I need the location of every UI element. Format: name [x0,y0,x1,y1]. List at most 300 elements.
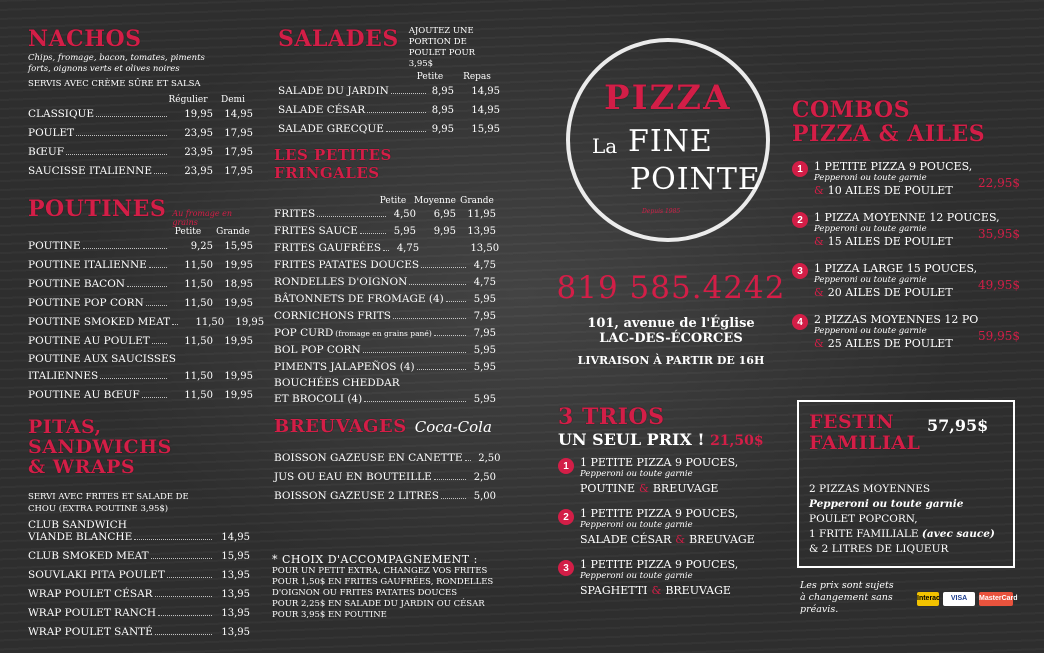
item-name: SOUVLAKI PITA POULET [28,569,165,581]
accompagnement-line: POUR 1,50$ EN FRITES GAUFRÉES, RONDELLES [272,577,494,587]
item-price: 7,95 [473,328,496,339]
combo-price: 59,95$ [978,329,1020,343]
fringales-section [274,146,500,408]
nachos-served: SERVIS AVEC CRÈME SÛRE ET SALSA [28,79,201,89]
item-price: 5,95 [473,362,496,373]
menu-row [28,528,250,547]
combo-ailes: 10 AILES DE POULET [827,184,953,197]
leader-dots [421,267,466,268]
trio-line3 [580,582,738,600]
combos-list [792,160,1022,350]
menu-row [278,82,500,101]
trios-subtitle: UN SEUL PRIX ! [558,430,705,449]
combo-price: 35,95$ [978,227,1020,241]
menu-row [28,294,253,313]
trio-drink: BREUVAGE [689,533,755,546]
item-price: 5,95 [473,394,496,405]
menu-row [274,487,496,506]
leader-dots [151,558,212,559]
item-name: CORNICHONS FRITS [274,310,391,322]
prices-note-line2: à changement sans [800,592,893,603]
menu-row [28,162,253,181]
combo-note: Pepperoni ou toute garnie [814,173,927,183]
menu-row [274,240,500,257]
trio-text [580,508,755,549]
item-name: BOISSON GAZEUSE 2 LITRES [274,490,439,502]
item-price: 11,50 [184,336,213,347]
item-price: 15,95 [221,551,250,562]
festin-title-line2: FAMILIAL [809,432,921,454]
leader-dots [317,216,386,217]
salades-col-petite: Petite [416,72,444,82]
address-line2: LAC-DES-ÉCORCES [599,331,743,346]
item-name: WRAP POULET CÉSAR [28,588,153,600]
fringales-title: LES PETITES FRINGALES [274,146,392,182]
fringales-col-petite: Petite [379,196,407,206]
poutines-title: POUTINES [28,196,167,222]
item-name: BOL POP CORN [274,344,361,356]
breuvages-section [274,416,501,506]
item-price: 17,95 [224,147,253,158]
trio-item [558,457,788,498]
item-extra: (fromage en grains pané) [335,329,432,338]
item-price: 5,95 [473,294,496,305]
interac-card-icon: Interac [917,592,939,606]
item-price: 8,95 [431,105,454,116]
festin-line1: 2 PIZZAS MOYENNES [809,483,931,495]
logo [566,38,770,242]
item-price: 19,95 [224,260,253,271]
leader-dots [83,248,167,249]
poutines-col-petite: Petite [174,227,202,237]
salades-col-repas: Repas [463,72,491,82]
combo-price: 49,95$ [978,278,1020,292]
item-name: SALADE GRECQUE [278,123,384,135]
pitas-list [28,528,250,642]
item-name: PIMENTS JALAPEÑOS (4) [274,361,415,373]
item-price: 5,00 [473,491,496,502]
logo-pointe: POINTE [630,162,761,197]
leader-dots [149,267,167,268]
phone-number[interactable]: 819 585.4242 [556,270,786,306]
item-price: 11,50 [184,279,213,290]
trios-section [558,404,788,610]
festin-box [797,400,1015,568]
combo-note: Pepperoni ou toute garnie [814,224,927,234]
trio-ampersand: & [675,533,686,546]
pitas-served: SERVI AVEC FRITES ET SALADE DE CHOU (EXTRA POUTINE 3,95$) [28,492,189,514]
leader-dots [409,284,466,285]
trio-item [558,508,788,549]
menu-row [278,101,500,120]
combo-line1: 1 PETITE PIZZA 9 POUCES, [814,160,973,173]
salades-list [278,82,500,139]
menu-row [28,604,250,623]
item-price: 9,95 [433,226,456,237]
item-name: ITALIENNES [28,370,99,382]
logo-fine: FINE [628,124,713,159]
trio-line1: 1 PETITE PIZZA 9 POUCES, [580,507,739,520]
trios-subtitle-row [558,430,788,449]
logo-tag: Depuis 1985 [642,208,681,215]
trio-line1: 1 PETITE PIZZA 9 POUCES, [580,558,739,571]
accompagnement-line: POUR 2,25$ EN SALADE DU JARDIN OU CÉSAR [272,599,485,609]
item-price: 9,25 [190,241,213,252]
trio-note: Pepperoni ou toute garnie [580,520,693,530]
leader-dots [76,135,167,136]
combo-number-badge: 2 [792,212,808,228]
leader-dots [155,634,212,635]
menu-row [28,313,265,332]
leader-dots [152,343,167,344]
poutines-list [28,237,265,405]
leader-dots [167,577,212,578]
delivery-info: LIVRAISON À PARTIR DE 16H [577,354,765,367]
poutines-section [28,196,265,405]
combo-item [792,160,1022,197]
item-name: POULET [28,127,75,139]
salades-note: AJOUTEZ UNE PORTION DE POULET POUR 3,95$ [408,26,476,69]
trio-line3 [580,480,738,498]
item-price: 11,95 [467,209,496,220]
combo-ampersand: & [814,184,824,197]
breuvages-title: BREUVAGES [274,416,407,437]
item-price: 9,95 [431,124,454,135]
salades-section [278,26,500,139]
trio-drink: BREUVAGE [652,482,719,495]
prices-note-line1: Les prix sont sujets [800,580,894,591]
leader-dots [363,352,466,353]
item-price: 19,95 [224,298,253,309]
trio-ampersand: & [651,584,662,597]
item-price: 7,95 [473,311,496,322]
nachos-col-demi: Demi [221,95,245,105]
menu-row [28,386,253,405]
menu-row [274,342,496,359]
item-price: 4,75 [473,277,496,288]
item-price: 23,95 [184,166,213,177]
nachos-column-headers [28,95,253,105]
item-name: ET BROCOLI (4) [274,393,363,405]
pitas-title-line1: PITAS, SANDWICHS [28,416,172,458]
item-price: 2,50 [473,472,496,483]
combo-number-badge: 3 [792,263,808,279]
combo-ailes: 15 AILES DE POULET [827,235,953,248]
item-name: SAUCISSE ITALIENNE [28,165,152,177]
leader-dots [146,305,167,306]
poutines-column-headers [28,227,253,237]
item-price: 11,50 [184,390,213,401]
nachos-list [28,105,253,181]
item-price: 4,75 [473,260,496,271]
trio-text [580,559,738,600]
item-price: 19,95 [224,371,253,382]
menu-row [28,237,253,256]
item-price: 4,75 [396,243,420,254]
item-price: 13,95 [467,226,496,237]
trio-line1: 1 PETITE PIZZA 9 POUCES, [580,456,739,469]
item-name: BÂTONNETS DE FROMAGE (4) [274,293,444,305]
fringales-col-grande: Grande [460,196,494,206]
menu-row [28,547,250,566]
visa-card-icon: VISA [943,592,975,606]
trio-text [580,457,738,498]
item-price: 15,95 [471,124,500,135]
festin-price: 57,95$ [927,416,989,435]
menu-row [274,468,496,487]
trio-item [558,559,788,600]
prices-note-line3: préavis. [800,604,839,615]
item-name: SALADE CÉSAR [278,104,366,116]
festin-line3: POULET POPCORN, [809,513,918,525]
pitas-title-line2: & WRAPS [28,456,136,478]
poutines-subtitle: Au fromage en grains [172,209,233,227]
combo-ampersand: & [814,337,824,350]
item-name: SALADE DU JARDIN [278,85,389,97]
combos-title-line2: PIZZA & AILES [792,121,986,147]
poutine-saucisses-line: POUTINE AUX SAUCISSES [28,353,176,365]
menu-row [274,206,496,223]
combo-ampersand: & [814,235,824,248]
item-price: 17,95 [224,166,253,177]
menu-row [28,566,250,585]
menu-row [28,623,250,642]
trio-number-badge: 1 [558,458,574,474]
item-name: POUTINE SMOKED MEAT [28,316,171,328]
combo-ailes: 20 AILES DE POULET [827,286,953,299]
item-price: 14,95 [224,109,253,120]
menu-row [28,367,253,386]
item-price: 6,95 [433,209,456,220]
leader-dots [465,460,471,461]
leader-dots [134,539,212,540]
menu-row [278,120,500,139]
item-price: 11,50 [184,298,213,309]
menu-row [274,274,496,291]
accompagnement-lines [272,566,512,621]
salades-title: SALADES [278,26,399,52]
payment-cards [917,592,1018,606]
leader-dots [154,173,167,174]
menu-row [28,105,253,124]
combo-line1: 1 PIZZA LARGE 15 POUCES, [814,262,978,275]
logo-la: La [592,134,618,158]
item-name: POP CURD [274,327,334,339]
combo-number-badge: 1 [792,161,808,177]
item-price: 14,95 [471,105,500,116]
leader-dots [100,378,167,379]
item-name: BOISSON GAZEUSE EN CANETTE [274,452,463,464]
contact-section [556,270,786,367]
trios-price: 21,50$ [710,433,764,449]
item-price: 4,50 [393,209,416,220]
item-price: 18,95 [224,279,253,290]
fringales-column-headers [274,196,496,206]
item-name: FRITES [274,208,316,220]
leader-dots [446,301,466,302]
trio-note: Pepperoni ou toute garnie [580,469,693,479]
item-price: 19,95 [224,336,253,347]
item-name: FRITES GAUFRÉES [274,242,382,254]
menu-row [274,449,501,468]
poutines-col-grande: Grande [216,227,250,237]
item-price: 13,95 [221,627,250,638]
menu-row [274,391,496,408]
item-price: 23,95 [184,147,213,158]
leader-dots [434,479,466,480]
menu-row [28,124,253,143]
item-name: WRAP POULET SANTÉ [28,626,153,638]
item-name: FRITES SAUCE [274,225,358,237]
item-price: 11,50 [195,317,225,328]
bouchees-line: BOUCHÉES CHEDDAR [274,377,400,389]
festin-line4b: (avec sauce) [921,528,995,540]
trio-number-badge: 3 [558,560,574,576]
item-name: POUTINE AU BŒUF [28,389,140,401]
accompagnement-line: POUR UN PETIT EXTRA, CHANGEZ VOS FRITES [272,566,488,576]
leader-dots [386,131,426,132]
breuvages-list [274,449,501,506]
combos-title-line1: COMBOS [792,97,911,123]
item-name: WRAP POULET RANCH [28,607,157,619]
item-price: 13,95 [221,589,250,600]
item-price: 11,50 [184,371,213,382]
address-line1: 101, avenue de l'Église [587,316,755,331]
leader-dots [142,397,167,398]
festin-details [809,482,995,557]
combos-section [792,98,1022,364]
item-price: 2,50 [478,453,501,464]
leader-dots [158,615,212,616]
leader-dots [127,286,167,287]
leader-dots [417,369,466,370]
item-name: CLUB SMOKED MEAT [28,550,149,562]
menu-row [274,308,496,325]
trio-side: SPAGHETTI [580,584,648,597]
item-price: 8,95 [431,86,454,97]
item-price: 11,50 [184,260,213,271]
item-price: 19,95 [235,317,265,328]
trio-number-badge: 2 [558,509,574,525]
item-name: POUTINE AU POULET [28,335,150,347]
accompagnement-section [272,553,512,621]
item-price: 5,95 [393,226,416,237]
leader-dots [391,93,426,94]
item-name: POUTINE [28,240,81,252]
menu-row [274,291,496,308]
item-price: 13,95 [221,608,250,619]
nachos-col-regulier: Régulier [168,95,208,105]
festin-title-line1: FESTIN [809,411,895,433]
item-name: FRITES PATATES DOUCES [274,259,420,271]
trio-drink: BREUVAGE [665,584,731,597]
menu-row [28,256,253,275]
nachos-section [28,26,253,181]
trio-note: Pepperoni ou toute garnie [580,571,693,581]
trios-list [558,457,788,600]
combo-ampersand: & [814,286,824,299]
combo-note: Pepperoni ou toute garnie [814,275,927,285]
item-price: 19,95 [224,390,253,401]
leader-dots [96,116,167,117]
combo-price: 22,95$ [978,176,1020,190]
fringales-sized-list [274,206,500,257]
leader-dots [66,154,167,155]
item-name: VIANDE BLANCHE [28,531,133,543]
trios-title: 3 TRIOS [558,404,665,430]
menu-row [28,332,253,351]
item-name: POUTINE POP CORN [28,297,144,309]
item-price: 15,95 [224,241,253,252]
trio-side: POUTINE [580,482,636,495]
leader-dots [393,318,466,319]
nachos-title: NACHOS [28,26,142,52]
item-price: 13,95 [221,570,250,581]
mastercard-card-icon: MasterCard [979,592,1013,606]
menu-row [274,325,496,342]
item-price: 19,95 [184,109,213,120]
combo-note: Pepperoni ou toute garnie [814,326,927,336]
item-price: 17,95 [224,128,253,139]
menu-row [28,275,253,294]
item-name: RONDELLES D'OIGNON [274,276,408,288]
item-name: BŒUF [28,146,64,158]
accompagnement-line: D'OIGNON OU FRITES PATATES DOUCES [272,588,458,598]
menu-row [28,585,250,604]
festin-line5: & 2 LITRES DE LIQUEUR [809,543,949,555]
leader-dots [367,112,426,113]
trio-side: SALADE CÉSAR [580,533,672,546]
item-price: 13,50 [470,243,500,254]
logo-pizza: PIZZA [604,78,732,118]
menu-row [274,359,496,376]
combo-item [792,262,1022,299]
coca-cola-logo: Coca-Cola [414,417,492,436]
accompagnement-title: * CHOIX D'ACCOMPAGNEMENT : [272,553,478,566]
fringales-list [274,257,496,408]
item-name: CLASSIQUE [28,108,95,120]
pitas-club-line: CLUB SANDWICH [28,519,127,531]
trio-line3 [580,531,755,549]
festin-line2: Pepperoni ou toute garnie [809,498,964,510]
leader-dots [434,335,466,336]
menu-row [274,223,496,240]
item-price: 14,95 [471,86,500,97]
leader-dots [155,596,212,597]
leader-dots [364,401,466,402]
item-name: POUTINE BACON [28,278,125,290]
combo-number-badge: 4 [792,314,808,330]
nachos-description: Chips, fromage, bacon, tomates, piments forts, oignons verts et olives noires [28,53,205,74]
combo-line1: 2 PIZZAS MOYENNES 12 PO [814,313,979,326]
leader-dots [172,324,178,325]
festin-line4a: 1 FRITE FAMILIALE [809,528,919,540]
item-name: JUS OU EAU EN BOUTEILLE [274,471,432,483]
leader-dots [360,233,386,234]
fringales-col-moyenne: Moyenne [414,196,456,206]
combo-item [792,313,1022,350]
pitas-section [28,417,250,642]
combo-line1: 1 PIZZA MOYENNE 12 POUCES, [814,211,1000,224]
accompagnement-line: POUR 3,95$ EN POUTINE [272,610,387,620]
leader-dots [383,250,389,251]
leader-dots [441,498,466,499]
prices-note [800,580,910,616]
item-price: 23,95 [184,128,213,139]
menu-row [274,257,496,274]
combo-ailes: 25 AILES DE POULET [827,337,953,350]
item-name: POUTINE ITALIENNE [28,259,147,271]
